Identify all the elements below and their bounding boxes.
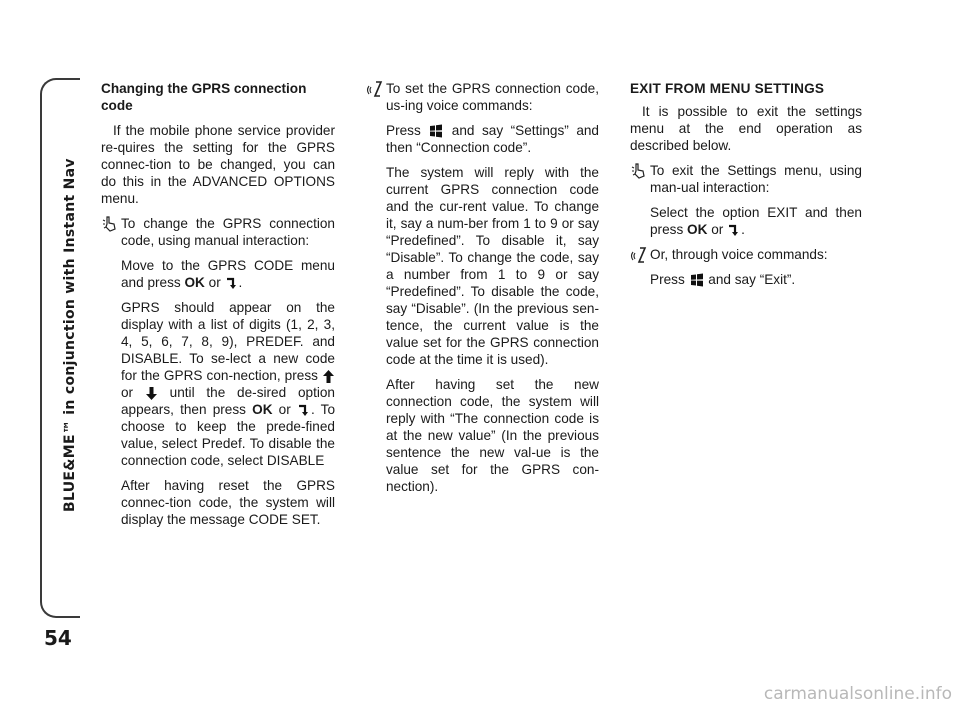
windows-key-icon <box>690 273 704 287</box>
voice-instruction <box>630 246 862 263</box>
hand-pointer-icon <box>630 162 648 180</box>
step-move-to-menu: Move to the GPRS CODE menu and press OK or . <box>121 258 335 290</box>
arrow-up-icon <box>323 370 334 383</box>
step-code-set: After having reset the GPRS connec-tion code, the system will display the message CODE SET. <box>121 478 335 527</box>
manual-instruction <box>630 162 862 196</box>
step-select-code: GPRS should appear on the display with a list of digits (1, 2, 3, 4, 5, 6, 7, 8, 9), PREDEF. and DISABLE. To se-lect a new code for the GPRS con-nection, press or until the de-sired option appears, then press OK or . To choose to keep the prede-fined value, select Predef. To disable the connection code, select DISABLE <box>121 300 336 468</box>
voice-instruction-text: Or, through voice commands: <box>650 247 828 262</box>
step-select-exit: Select the option EXIT and then press OK or . <box>650 205 862 237</box>
page-number: 54 <box>44 626 72 650</box>
voice-instruction <box>366 80 599 114</box>
exit-intro-paragraph: It is possible to exit the settings menu at the end operation as described below. <box>630 104 862 153</box>
step-press-key: Press and say “Settings” and then “Connection code”. <box>386 123 599 155</box>
ok-key-label: OK <box>252 402 273 417</box>
step-press-exit: Press and say “Exit”. <box>650 272 796 287</box>
voice-command-icon <box>366 80 384 98</box>
system-reply-paragraph: The system will reply with the current GPRS connection code and the cur-rent value. To change it, say a num-ber from 1 to 9 or say “Predefined”. To disable it, say “Disable”. To change the code, say a number from 1 to 9 or say “Predefined”. To disable the code, say “Disable”. (In the previous sen-tence, the current value is the value set for the GPRS connection code at the time it is used). <box>386 165 599 367</box>
column-exit-menu <box>630 80 862 296</box>
arrow-down-icon <box>146 387 157 400</box>
watermark: carmanualsonline.info <box>763 684 952 704</box>
column-gprs-voice <box>366 80 599 503</box>
enter-arrow-icon <box>298 404 310 417</box>
ok-key-label: OK <box>184 275 205 290</box>
section-heading-exit: EXIT FROM MENU SETTINGS <box>630 81 825 96</box>
enter-arrow-icon <box>728 224 740 237</box>
section-heading-gprs: Changing the GPRS connection code <box>101 81 307 113</box>
hand-pointer-icon <box>101 215 119 233</box>
manual-instruction <box>101 215 335 249</box>
manual-instruction-text: To exit the Settings menu, using man-ual interaction: <box>650 163 862 195</box>
ok-key-label: OK <box>687 222 708 237</box>
enter-arrow-icon <box>226 277 238 290</box>
section-side-title: BLUE&ME™ in conjunction with Instant Nav <box>62 158 78 512</box>
manual-instruction-text: To change the GPRS connection code, using manual interaction: <box>121 216 335 248</box>
windows-key-icon <box>429 124 443 138</box>
intro-paragraph: If the mobile phone service provider re-quires the setting for the GPRS connec-tion to be changed, you can do this in the ADVANCED OPTIONS menu. <box>101 123 335 206</box>
voice-instruction-text: To set the GPRS connection code, us-ing voice commands: <box>386 81 599 113</box>
after-set-paragraph: After having set the new connection code, the system will reply with “The connection code is at the new value” (In the previous sentence the new val-ue is the value set for the GPRS con-nection). <box>386 377 599 494</box>
voice-command-icon <box>630 246 648 264</box>
column-gprs-manual <box>101 80 335 536</box>
